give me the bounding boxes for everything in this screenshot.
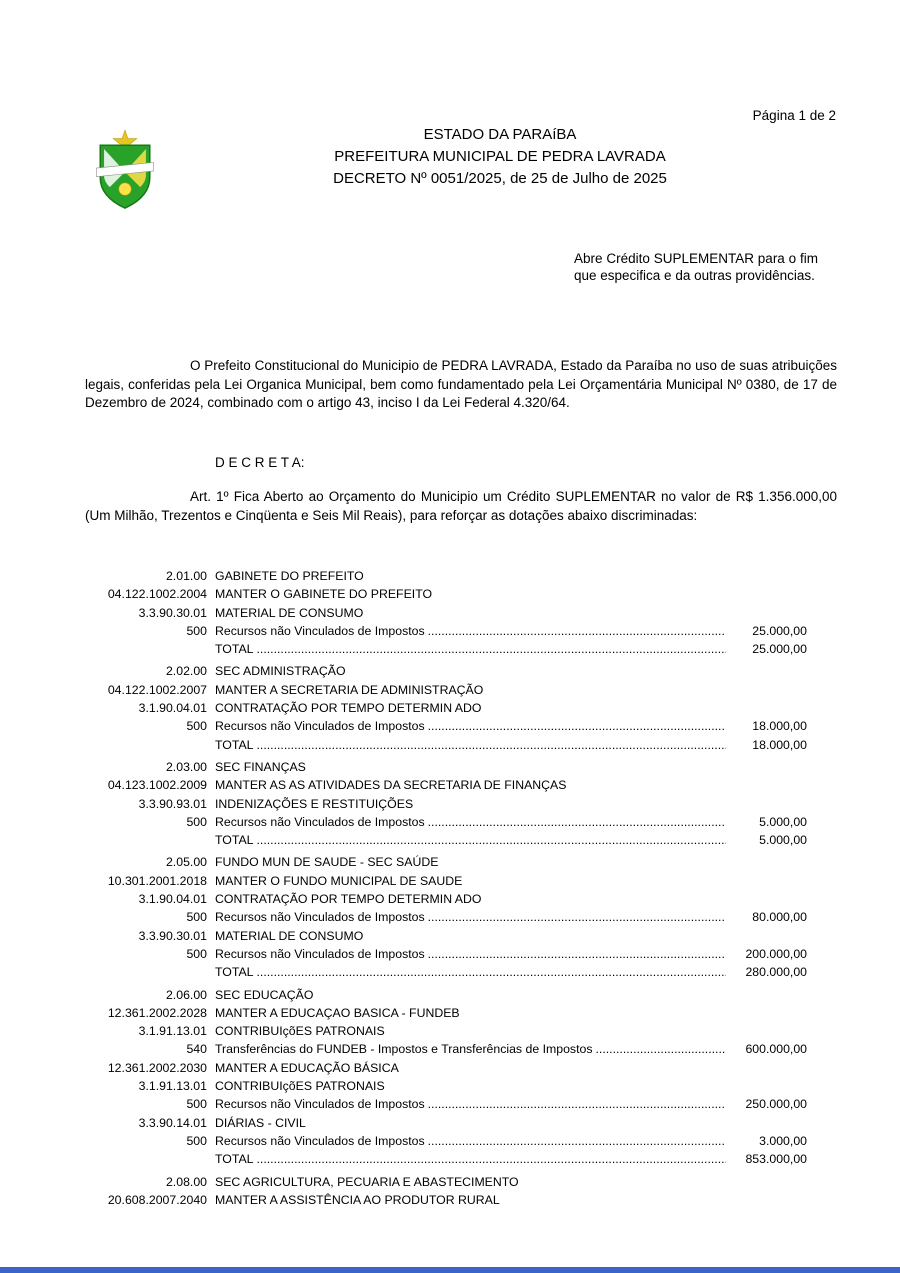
- table-row: [85, 1040, 807, 1058]
- row-code: 3.3.90.93.01: [138, 796, 207, 811]
- table-row: [85, 1173, 807, 1191]
- row-code: 3.1.91.13.01: [138, 1024, 207, 1039]
- decreta-heading: D E C R E T A:: [215, 455, 305, 470]
- row-description: TOTAL: [215, 833, 254, 848]
- row-description: MATERIAL DE CONSUMO: [215, 928, 364, 943]
- row-description: MANTER AS AS ATIVIDADES DA SECRETARIA DE FINANÇAS: [215, 778, 567, 793]
- row-description: MANTER A ASSISTÊNCIA AO PRODUTOR RURAL: [215, 1192, 500, 1207]
- row-code: 3.3.90.30.01: [138, 605, 207, 620]
- row-amount: 25.000,00: [752, 642, 807, 657]
- row-code: 2.01.00: [165, 569, 207, 583]
- table-row: [85, 963, 807, 981]
- table-row: [85, 1114, 807, 1132]
- table-row: [85, 795, 807, 813]
- row-dotted-leader: [428, 622, 726, 640]
- row-dotted-leader: [428, 1132, 726, 1150]
- row-code: 500: [186, 910, 207, 925]
- row-dotted-leader: [428, 1095, 726, 1113]
- row-code: 500: [186, 946, 207, 961]
- table-row: [85, 662, 807, 680]
- row-description: Recursos não Vinculados de Impostos: [215, 910, 425, 925]
- table-row: [85, 1132, 807, 1150]
- header-decree-title: DECRETO Nº 0051/2025, de 25 de Julho de 2025: [333, 170, 667, 187]
- table-row: [85, 1004, 807, 1022]
- row-code: 2.05.00: [165, 855, 207, 870]
- row-description: FUNDO MUN DE SAUDE - SEC SAÚDE: [215, 855, 439, 870]
- row-code: 500: [186, 1133, 207, 1148]
- header-lines: [50, 124, 900, 190]
- row-dotted-leader: [428, 945, 726, 963]
- row-code: 2.02.00: [165, 664, 207, 679]
- row-description: TOTAL: [215, 1152, 254, 1167]
- table-row: [85, 604, 807, 622]
- table-row: [85, 681, 807, 699]
- table-row: [85, 831, 807, 849]
- row-dotted-leader: [257, 963, 727, 981]
- row-code: 500: [186, 719, 207, 734]
- article-1-paragraph: Art. 1º Fica Aberto ao Orçamento do Municipio um Crédito SUPLEMENTAR no valor de R$ 1.356.000,00 (Um Milhão, Trezentos e Cinqüenta e Seis Mil Reais), para reforçar as dotações abaixo discriminadas:: [85, 489, 837, 523]
- row-description: CONTRATAÇÃO POR TEMPO DETERMIN ADO: [215, 701, 482, 716]
- row-description: MANTER A EDUCAÇÃO BÁSICA: [215, 1060, 399, 1075]
- row-code: 2.08.00: [165, 1174, 207, 1189]
- table-row: [85, 945, 807, 963]
- row-amount: 853.000,00: [745, 1152, 807, 1167]
- table-row: [85, 736, 807, 754]
- row-code: 2.06.00: [165, 987, 207, 1002]
- budget-table: [85, 563, 807, 1209]
- row-description: DIÁRIAS - CIVIL: [215, 1115, 306, 1130]
- header-state: ESTADO DA PARAíBA: [423, 126, 577, 143]
- row-description: SEC AGRICULTURA, PECUARIA E ABASTECIMENTO: [215, 1174, 519, 1189]
- table-row: [85, 567, 807, 585]
- row-description: SEC ADMINISTRAÇÃO: [215, 664, 346, 679]
- table-row: [85, 1077, 807, 1095]
- row-code: 540: [186, 1042, 207, 1057]
- row-amount: 250.000,00: [745, 1097, 807, 1112]
- row-dotted-leader: [257, 736, 727, 754]
- row-amount: 25.000,00: [752, 623, 807, 638]
- header-municipality: PREFEITURA MUNICIPAL DE PEDRA LAVRADA: [334, 148, 666, 165]
- row-code: 12.361.2002.2030: [107, 1060, 207, 1075]
- row-description: INDENIZAÇÕES E RESTITUIÇÕES: [215, 796, 414, 811]
- row-code: 04.122.1002.2007: [107, 682, 207, 697]
- row-amount: 18.000,00: [752, 719, 807, 734]
- row-dotted-leader: [428, 908, 726, 926]
- table-row: [85, 1022, 807, 1040]
- row-description: TOTAL: [215, 642, 254, 657]
- row-code: 12.361.2002.2028: [107, 1005, 207, 1020]
- row-amount: 280.000,00: [745, 965, 807, 980]
- row-code: 20.608.2007.2040: [107, 1192, 207, 1207]
- table-row: [85, 717, 807, 735]
- table-row: [85, 1059, 807, 1077]
- row-description: SEC EDUCAÇÃO: [215, 987, 314, 1002]
- row-code: 3.3.90.30.01: [138, 928, 207, 943]
- row-code: 04.122.1002.2004: [107, 587, 207, 602]
- table-row: [85, 640, 807, 658]
- row-amount: 600.000,00: [745, 1042, 807, 1057]
- table-row: [85, 986, 807, 1004]
- table-row: [85, 908, 807, 926]
- row-code: 3.1.90.04.01: [138, 892, 207, 907]
- decree-summary: Abre Crédito SUPLEMENTAR para o fim que especifica e da outras providências.: [574, 251, 818, 283]
- table-row: [85, 1095, 807, 1113]
- row-description: MATERIAL DE CONSUMO: [215, 605, 364, 620]
- row-dotted-leader: [428, 813, 726, 831]
- row-description: GABINETE DO PREFEITO: [215, 569, 364, 583]
- table-row: [85, 1150, 807, 1168]
- row-description: MANTER A SECRETARIA DE ADMINISTRAÇÃO: [215, 682, 484, 697]
- row-description: Recursos não Vinculados de Impostos: [215, 814, 425, 829]
- row-amount: 5.000,00: [759, 814, 807, 829]
- row-description: Recursos não Vinculados de Impostos: [215, 1133, 425, 1148]
- table-row: [85, 585, 807, 603]
- row-amount: 200.000,00: [745, 946, 807, 961]
- row-description: CONTRATAÇÃO POR TEMPO DETERMIN ADO: [215, 892, 482, 907]
- row-description: Recursos não Vinculados de Impostos: [215, 946, 425, 961]
- row-code: 2.03.00: [165, 759, 207, 774]
- row-dotted-leader: [428, 717, 726, 735]
- row-description: Recursos não Vinculados de Impostos: [215, 623, 425, 638]
- table-row: [85, 890, 807, 908]
- row-amount: 80.000,00: [752, 910, 807, 925]
- row-code: 3.3.90.14.01: [138, 1115, 207, 1130]
- table-row: [85, 853, 807, 871]
- document-header: [0, 124, 900, 190]
- row-code: 10.301.2001.2018: [107, 873, 207, 888]
- row-description: MANTER A EDUCAÇAO BASICA - FUNDEB: [215, 1005, 460, 1020]
- row-dotted-leader: [257, 640, 727, 658]
- table-row: [85, 758, 807, 776]
- row-amount: 5.000,00: [759, 833, 807, 848]
- row-description: CONTRIBUIçõES PATRONAIS: [215, 1079, 385, 1094]
- row-dotted-leader: [257, 1150, 727, 1168]
- row-description: Recursos não Vinculados de Impostos: [215, 1097, 425, 1112]
- row-description: SEC FINANÇAS: [215, 759, 306, 774]
- row-dotted-leader: [595, 1040, 726, 1058]
- table-row: [85, 872, 807, 890]
- preamble-paragraph: O Prefeito Constitucional do Municipio de PEDRA LAVRADA, Estado da Paraíba no uso de suas atribuições legais, conferidas pela Lei Organica Municipal, bem como fundamentado pela Lei Orçamentária Municipal Nº 0380, de 17 de Dezembro de 2024, combinado com o artigo 43, inciso I da Lei Federal 4.320/64.: [85, 358, 837, 410]
- table-row: [85, 699, 807, 717]
- row-code: 500: [186, 623, 207, 638]
- bottom-edge-bar: [0, 1267, 900, 1273]
- row-description: Transferências do FUNDEB - Impostos e Transferências de Impostos: [215, 1042, 593, 1057]
- row-description: MANTER O GABINETE DO PREFEITO: [215, 587, 433, 602]
- row-description: TOTAL: [215, 965, 254, 980]
- row-description: TOTAL: [215, 737, 254, 752]
- table-row: [85, 927, 807, 945]
- row-code: 3.1.91.13.01: [138, 1079, 207, 1094]
- row-description: CONTRIBUIçõES PATRONAIS: [215, 1024, 385, 1039]
- row-code: 3.1.90.04.01: [138, 701, 207, 716]
- row-amount: 3.000,00: [759, 1133, 807, 1148]
- table-row: [85, 813, 807, 831]
- table-row: [85, 1191, 807, 1209]
- row-code: 500: [186, 814, 207, 829]
- row-amount: 18.000,00: [752, 737, 807, 752]
- row-dotted-leader: [257, 831, 727, 849]
- row-code: 500: [186, 1097, 207, 1112]
- row-description: MANTER O FUNDO MUNICIPAL DE SAUDE: [215, 873, 463, 888]
- table-row: [85, 622, 807, 640]
- table-row: [85, 776, 807, 794]
- row-code: 04.123.1002.2009: [107, 778, 207, 793]
- row-description: Recursos não Vinculados de Impostos: [215, 719, 425, 734]
- page-number: Página 1 de 2: [752, 108, 836, 123]
